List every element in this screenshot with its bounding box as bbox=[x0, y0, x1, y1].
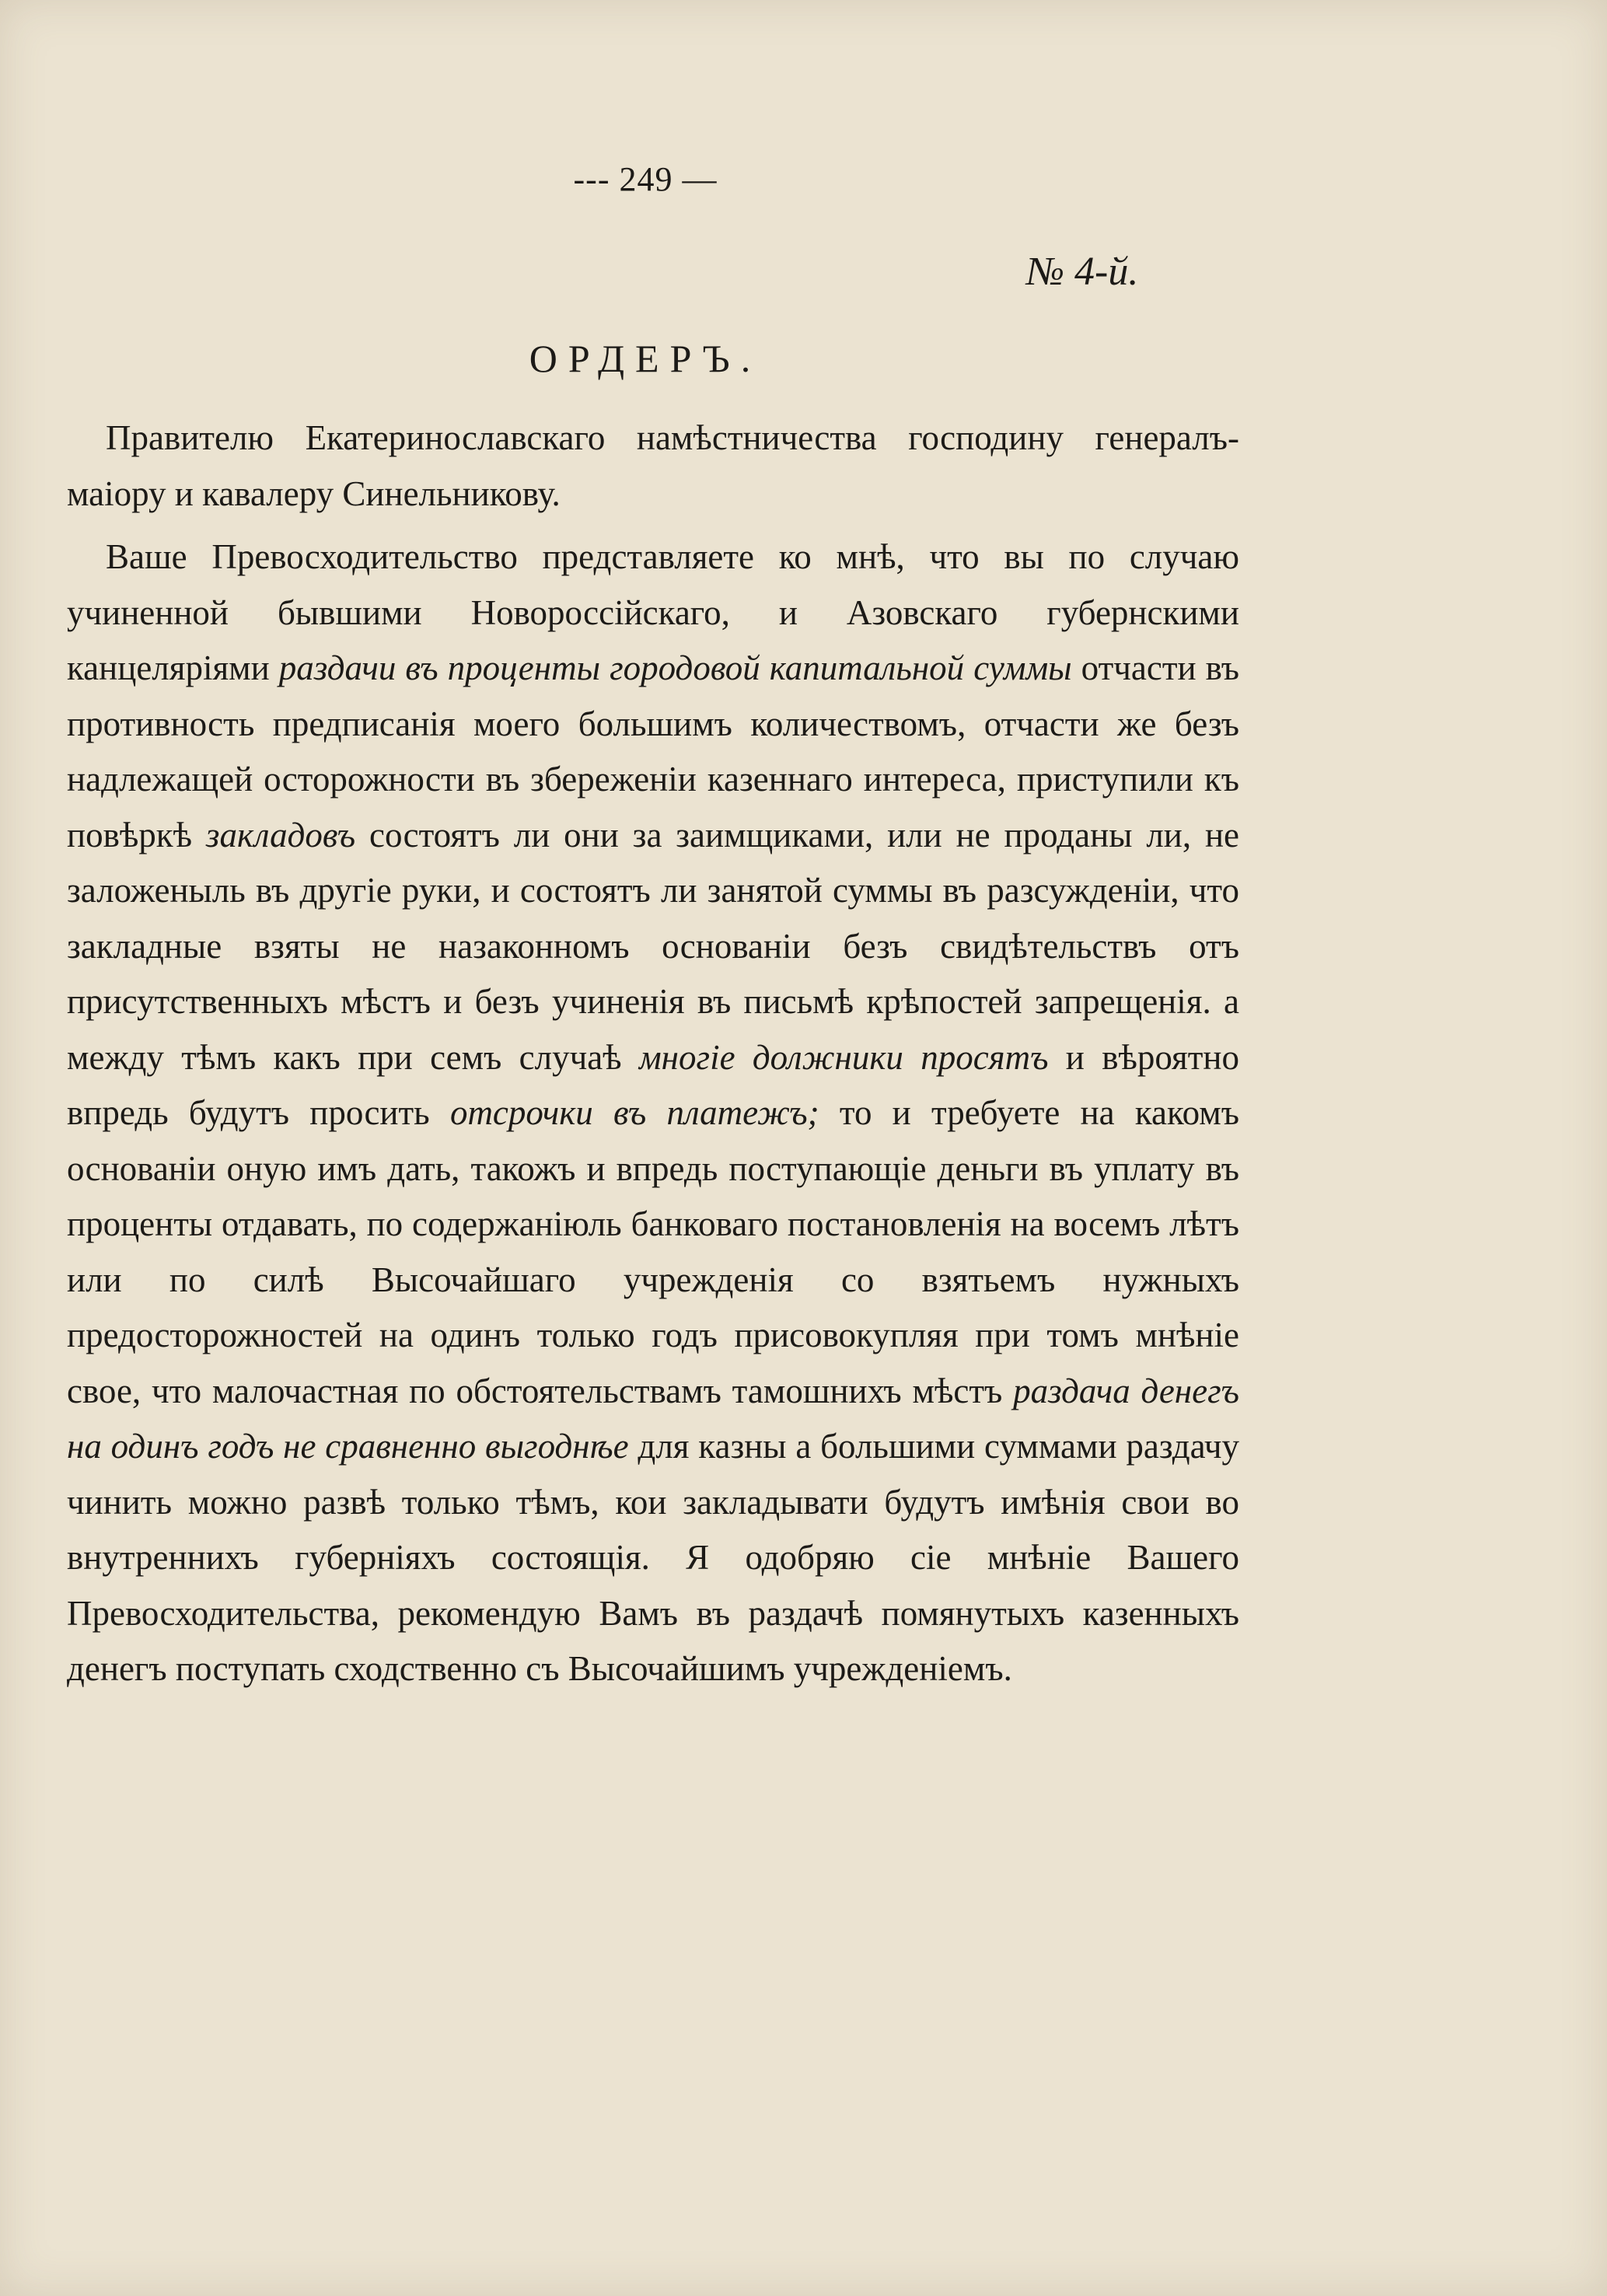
main-paragraph bbox=[67, 529, 1239, 1697]
italic-phrase: многіе должники просятъ bbox=[638, 1037, 1049, 1077]
address-paragraph: Правителю Екатеринославскаго намѣстничества господину генералъ-маіору и кавалеру Синельникову. bbox=[67, 418, 1239, 513]
body-text-segment: отчасти въ противность предписанія моего большимъ количествомъ, отчасти же безъ надлежащей осторожности въ збереженіи казеннаго интереса, приступили къ повѣркѣ bbox=[67, 648, 1239, 854]
body-text-segment: для казны а большими суммами раздачу чинить можно развѣ только тѣмъ, кои закладывати будутъ имѣнія свои во внутреннихъ губерніяхъ состоящія. Я одобряю сіе мнѣніе Вашего Превосходительства, рекомендую Вамъ въ раздачѣ помянутыхъ казенныхъ денегъ поступать сходственно съ Высочайшимъ учрежденіемъ. bbox=[67, 1427, 1239, 1688]
body-text-segment: Ваше Превосходительство представляете ко мнѣ, что вы по случаю учиненной бывшими Новороссійскаго, и Азовскаго губернскими канцеляріями bbox=[67, 537, 1239, 687]
italic-phrase: отсрочки въ платежъ; bbox=[449, 1093, 819, 1132]
document-number: № 4-й. bbox=[1026, 250, 1139, 294]
italic-phrase: раздача денегъ на одинъ годъ не сравненно выгоднѣе bbox=[67, 1371, 1239, 1466]
italic-phrase: закладовъ bbox=[205, 815, 356, 854]
body-text-segment: состоятъ ли они за заимщиками, или не проданы ли, не заложеныль въ другіе руки, и состоятъ ли занятой суммы въ разсужденіи, что закладные взяты не назаконномъ основаніи безъ свидѣтельствъ отъ присутственныхъ мѣстъ и безъ учиненія въ письмѣ крѣпостей запрещенія. а между тѣмъ какъ при семъ случаѣ bbox=[67, 815, 1240, 1077]
body-text-segment: то и требуете на какомъ основаніи оную имъ дать, такожъ и впредь поступающіе деньги въ уплату въ проценты отдавать, по содержаніюль банковаго постановленія на восемъ лѣтъ или по силѣ Высочайшаго учрежденія со взятьемъ нужныхъ предосторожностей на одинъ только годъ присовокупляя при томъ мнѣніе свое, что малочастная по обстоятельствамъ тамошнихъ мѣстъ bbox=[67, 1093, 1239, 1410]
italic-phrase: раздачи въ проценты городовой капитальной суммы bbox=[278, 648, 1072, 687]
body-text-segment: и вѣроятно впредь будутъ просить bbox=[67, 1037, 1239, 1132]
page-number: --- 249 — bbox=[573, 160, 718, 198]
document-body bbox=[67, 411, 1239, 1697]
document-title: ОРДЕРЪ. bbox=[529, 337, 762, 380]
